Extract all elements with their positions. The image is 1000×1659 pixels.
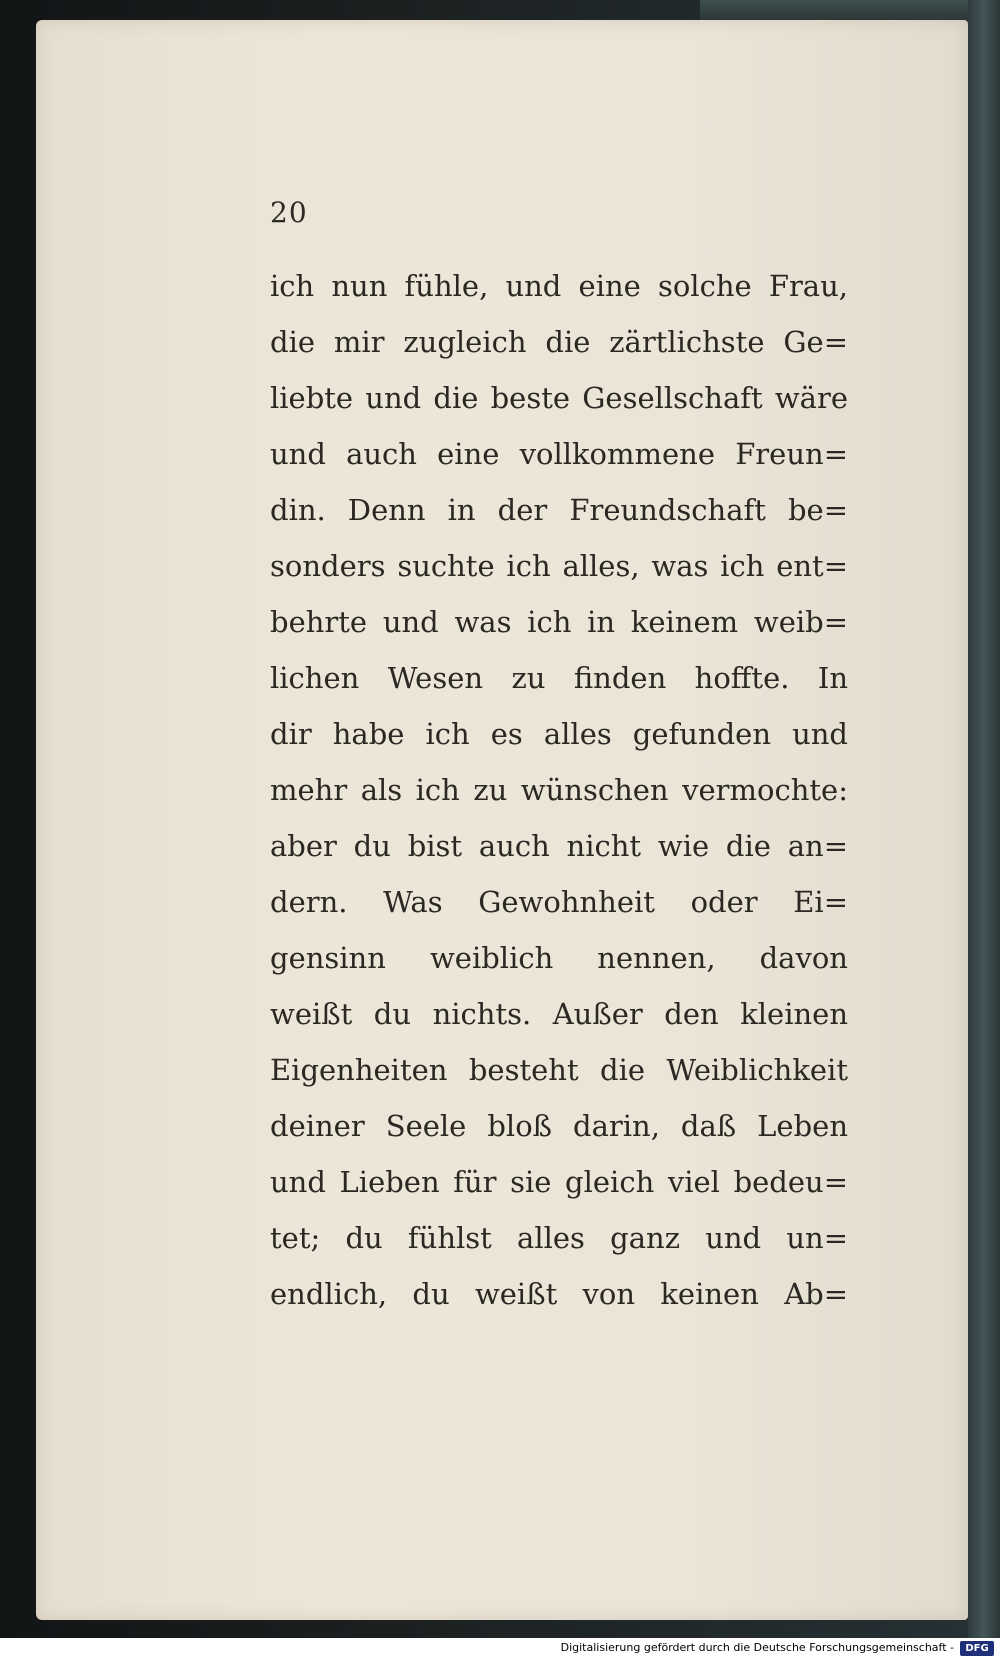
text-line: lichen Wesen zu finden hoffte. In: [270, 661, 848, 695]
book-cover-top-edge: [700, 0, 1000, 22]
text-line: Eigenheiten besteht die Weiblichkeit: [270, 1053, 848, 1087]
text-line: behrte und was ich in keinem weib=: [270, 605, 848, 639]
page-text: [270, 258, 848, 1322]
text-line: gensinn weiblich nennen, davon: [270, 941, 848, 975]
text-line: dir habe ich es alles gefunden und: [270, 717, 848, 751]
text-line: ich nun fühle, und eine solche Frau,: [270, 269, 848, 303]
text-line: liebte und die beste Gesellschaft wäre: [270, 381, 848, 415]
text-line: mehr als ich zu wünschen vermochte:: [270, 773, 848, 807]
page-number: 20: [270, 196, 308, 229]
text-line: und Lieben für sie gleich viel bedeu=: [270, 1165, 848, 1199]
text-line: deiner Seele bloß darin, daß Leben: [270, 1109, 848, 1143]
dfg-logo: DFG: [960, 1641, 994, 1656]
text-line: sonders suchte ich alles, was ich ent=: [270, 549, 848, 583]
text-line: und auch eine vollkommene Freun=: [270, 437, 848, 471]
text-line: tet; du fühlst alles ganz und un=: [270, 1221, 848, 1255]
text-line: dern. Was Gewohnheit oder Ei=: [270, 885, 848, 919]
text-line: aber du bist auch nicht wie die an=: [270, 829, 848, 863]
text-line: weißt du nichts. Außer den kleinen: [270, 997, 848, 1031]
text-line: die mir zugleich die zärtlichste Ge=: [270, 325, 848, 359]
digitization-credit: Digitalisierung gefördert durch die Deutsche Forschungsgemeinschaft -: [560, 1641, 954, 1654]
text-line: endlich, du weißt von keinen Ab=: [270, 1277, 848, 1311]
book-cover-right-edge: [968, 0, 1000, 1659]
text-line: din. Denn in der Freundschaft be=: [270, 493, 848, 527]
